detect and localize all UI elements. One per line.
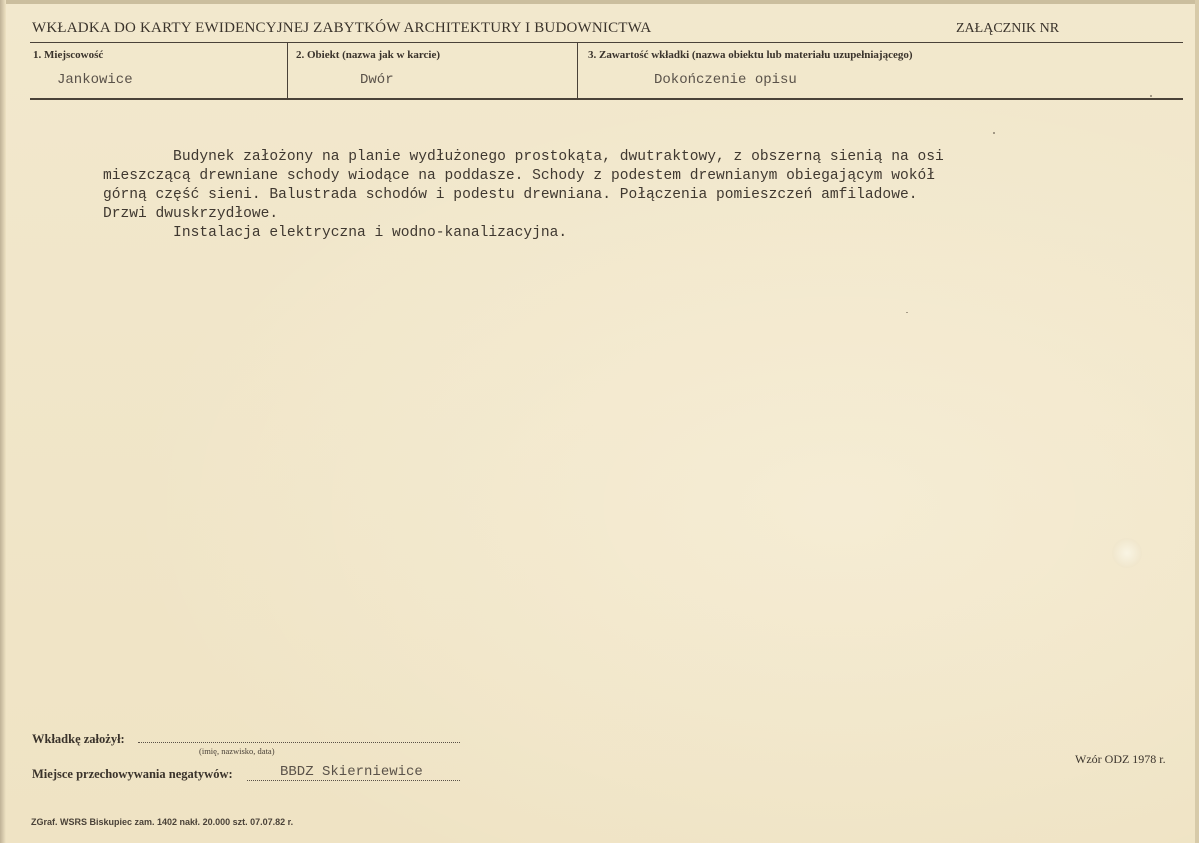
- header-rule-bottom: [30, 98, 1183, 100]
- card-top-edge: [0, 0, 1199, 4]
- created-by-hint: (imię, nazwisko, data): [199, 746, 275, 756]
- created-by-label: Wkładkę założył:: [32, 732, 125, 746]
- paper-speck: [993, 132, 995, 134]
- description-line: Drzwi dwuskrzydłowe.: [103, 206, 279, 222]
- annex-label: ZAŁĄCZNIK NR: [956, 21, 1060, 36]
- created-by-line: [138, 742, 460, 743]
- description-text: [103, 148, 1103, 243]
- paper-speck: [1150, 95, 1152, 97]
- storage-value: BBDZ Skierniewice: [280, 764, 423, 780]
- field-locality-label: 1. Miejscowość: [33, 49, 104, 61]
- field-object-value: Dwór: [360, 72, 394, 88]
- field-locality-value: Jankowice: [57, 72, 133, 88]
- card-right-edge: [1195, 0, 1199, 843]
- header-rule-top: [30, 42, 1183, 43]
- field-content-label: 3. Zawartość wkładki (nazwa obiektu lub materiału uzupełniającego): [588, 49, 913, 61]
- field-divider-1: [287, 43, 288, 98]
- field-content-value: Dokończenie opisu: [654, 72, 797, 88]
- form-template: Wzór ODZ 1978 r.: [1075, 752, 1166, 766]
- card-left-edge: [0, 0, 6, 843]
- description-line: Budynek założony na planie wydłużonego prostokąta, dwutraktowy, z obszerną sienią na osi: [103, 149, 944, 165]
- storage-line: [247, 780, 460, 781]
- description-line: górną część sieni. Balustrada schodów i podestu drewniana. Połączenia pomieszczeń amfiladowe.: [103, 187, 918, 203]
- paper-speck: [906, 312, 908, 313]
- description-line: Instalacja elektryczna i wodno-kanalizacyjna.: [103, 225, 568, 241]
- field-object-label: 2. Obiekt (nazwa jak w karcie): [296, 49, 441, 61]
- form-title: WKŁADKA DO KARTY EWIDENCYJNEJ ZABYTKÓW ARCHITEKTURY I BUDOWNICTWA: [32, 20, 652, 36]
- field-divider-2: [577, 43, 578, 98]
- description-line: mieszczącą drewniane schody wiodące na poddasze. Schody z podestem drewnianym obiegającym wokół: [103, 168, 935, 184]
- paper-stain: [1112, 538, 1142, 568]
- storage-label: Miejsce przechowywania negatywów:: [32, 767, 233, 781]
- printer-imprint: ZGraf. WSRS Biskupiec zam. 1402 nakł. 20.000 szt. 07.07.82 r.: [31, 817, 294, 827]
